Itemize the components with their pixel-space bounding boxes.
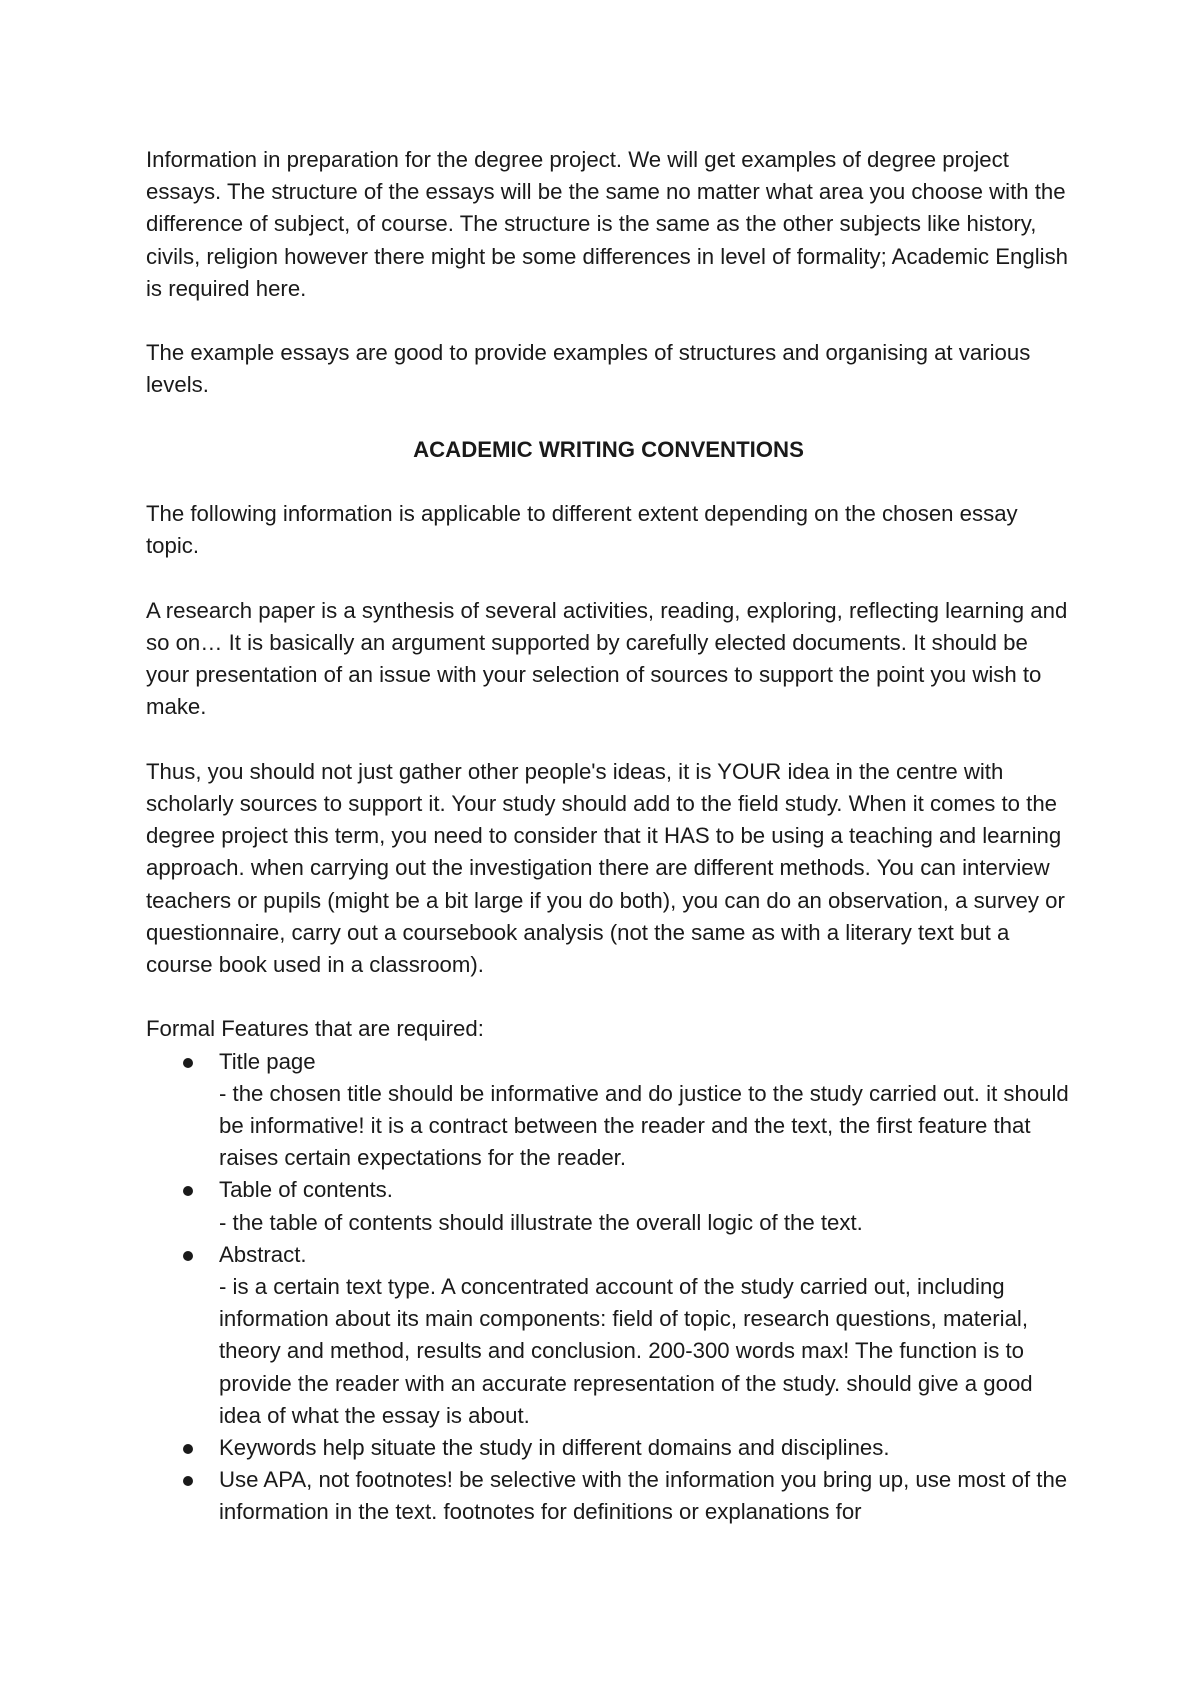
list-item xyxy=(219,1464,1071,1528)
feature-title: Table of contents. xyxy=(219,1177,393,1203)
bullet-icon xyxy=(183,1476,193,1486)
feature-detail: - the table of contents should illustrate the overall logic of the text. xyxy=(219,1209,863,1235)
intro-paragraph: Information in preparation for the degree project. We will get examples of degree project essays. The structure of the essays will be the same no matter what area you choose with the difference of subject, of course. The structure is the same as the other subjects like history, civils, religion however there might be some differences in level of formality; Academic English is required here. xyxy=(146,147,1069,301)
features-list xyxy=(146,1046,1071,1529)
feature-title: Title page xyxy=(219,1048,316,1074)
feature-title: Abstract. xyxy=(219,1241,307,1267)
bullet-icon xyxy=(183,1186,193,1196)
list-item xyxy=(219,1239,1071,1432)
feature-detail: - is a certain text type. A concentrated account of the study carried out, including information about its main components: field of topic, research questions, material, theory and method, results and conclusion. 200-300 words max! The function is to provide the reader with an accurate representation of the study. should give a good idea of what the essay is about. xyxy=(219,1274,1033,1428)
bullet-icon xyxy=(183,1251,193,1261)
list-item xyxy=(219,1432,1071,1464)
applicability-paragraph: The following information is applicable to different extent depending on the chosen essay topic. xyxy=(146,501,1018,559)
bullet-icon xyxy=(183,1444,193,1454)
list-item xyxy=(219,1046,1071,1175)
section-heading: ACADEMIC WRITING CONVENTIONS xyxy=(413,436,804,462)
bullet-icon xyxy=(183,1058,193,1068)
feature-title: Use APA, not footnotes! be selective with the information you bring up, use most of the information in the text. footnotes for definitions or explanations for xyxy=(219,1467,1068,1525)
examples-paragraph: The example essays are good to provide examples of structures and organising at various levels. xyxy=(146,340,1031,398)
features-label: Formal Features that are required: xyxy=(146,1016,484,1042)
document-page xyxy=(146,144,1071,1529)
feature-title: Keywords help situate the study in different domains and disciplines. xyxy=(219,1435,890,1461)
research-paragraph: A research paper is a synthesis of several activities, reading, exploring, reflecting learning and so on… It is basically an argument supported by carefully elected documents. It should be your presentation of an issue with your selection of sources to support the point you wish to make. xyxy=(146,597,1068,720)
list-item xyxy=(219,1174,1071,1238)
feature-detail: - the chosen title should be informative and do justice to the study carried out. it should be informative! it is a contract between the reader and the text, the first feature that raises certain expectations for the reader. xyxy=(219,1080,1069,1171)
thus-paragraph: Thus, you should not just gather other people's ideas, it is YOUR idea in the centre with scholarly sources to support it. Your study should add to the field study. When it comes to the degree project this term, you need to consider that it HAS to be using a teaching and learning approach. when carrying out the investigation there are different methods. You can interview teachers or pupils (might be a bit large if you do both), you can do an observation, a survey or questionnaire, carry out a coursebook analysis (not the same as with a literary text but a course book used in a classroom). xyxy=(146,758,1065,977)
